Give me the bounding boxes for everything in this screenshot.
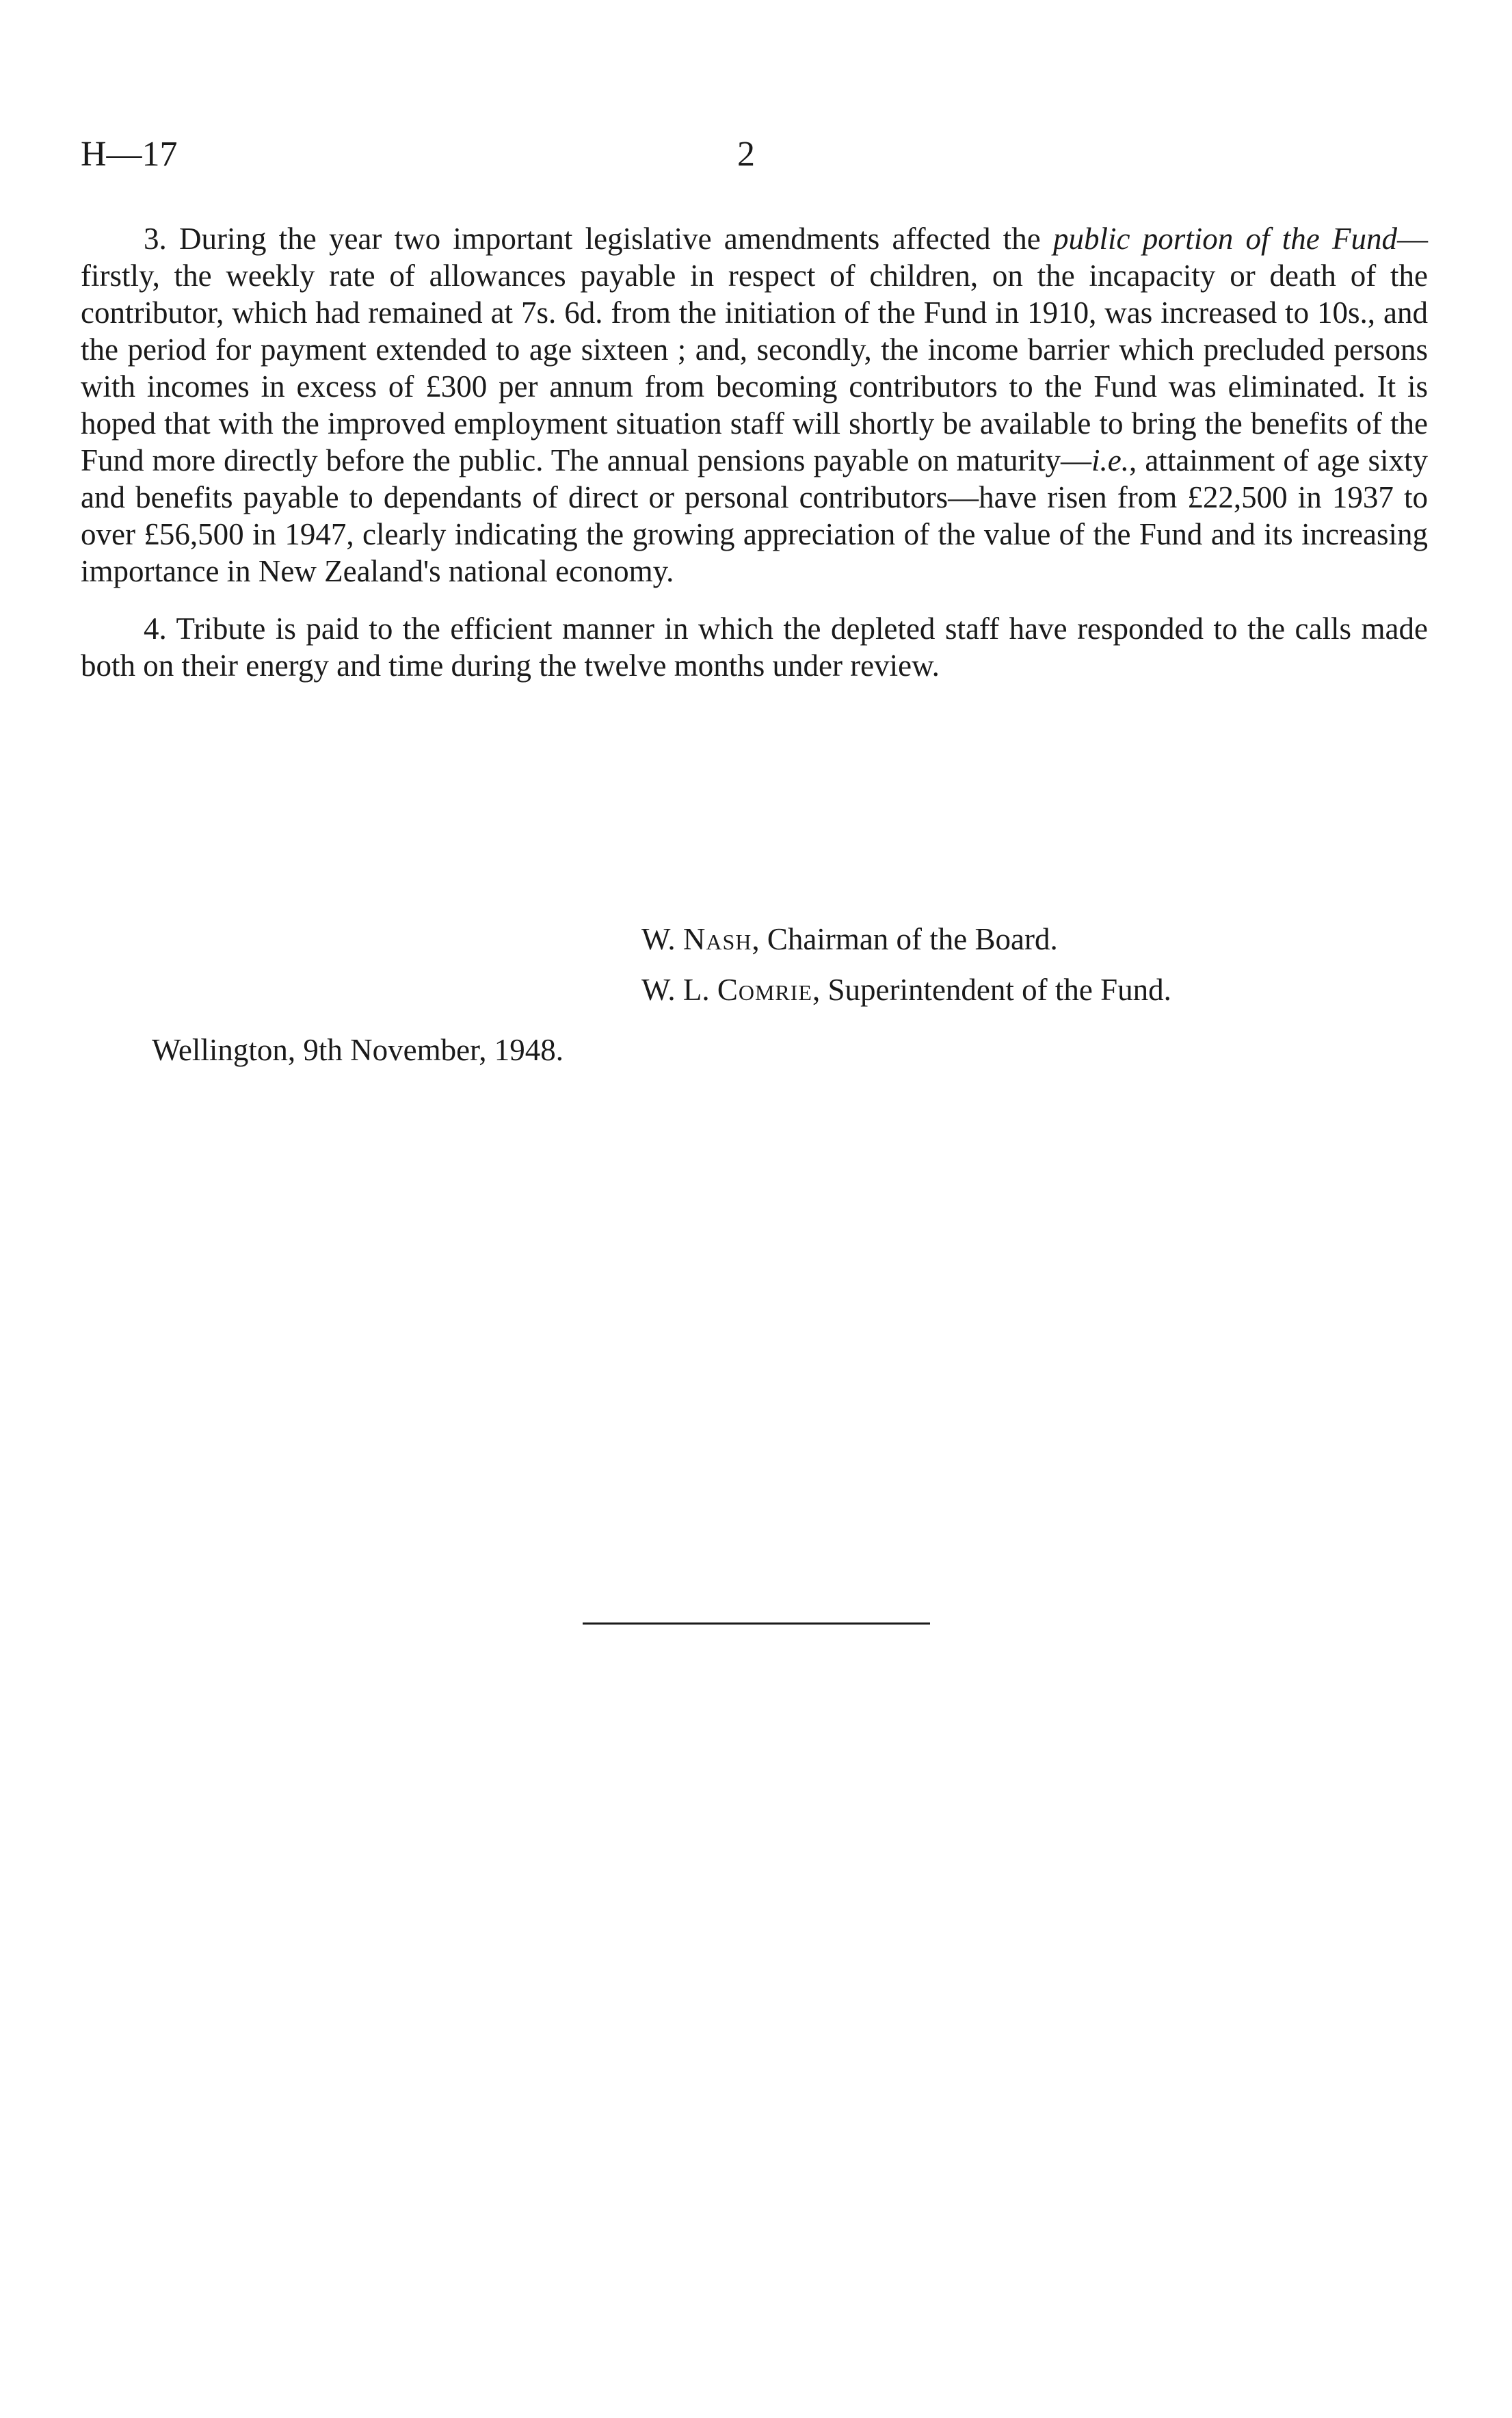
italic-phrase: public portion of the Fund	[1053, 222, 1397, 256]
signature-chairman	[641, 921, 1428, 958]
signature-superintendent	[641, 971, 1428, 1008]
closing-rule	[583, 1622, 930, 1625]
signature-initial: W. L.	[641, 973, 710, 1007]
signature-title: , Chairman of the Board.	[752, 922, 1058, 956]
document-code: H—17	[81, 135, 178, 174]
signature-title: , Superintendent of the Fund.	[812, 973, 1171, 1007]
signature-name: Nash	[682, 922, 752, 956]
paragraph-text: Tribute is paid to the efficient manner in which the depleted staff have responded to the calls made both on their energy and time during the twelve months under review.	[81, 612, 1428, 683]
italic-phrase: i.e.	[1091, 443, 1129, 477]
paragraph-text: —firstly, the weekly rate of allowances payable in respect of children, on the incapacity or death of the contributor, which had remained at 7s. 6d. from the initiation of the Fund in 1910, was increased to 10s., and the period for payment extended to age sixteen ; and, secondly, the income barrier which precluded persons with incomes in excess of £300 per annum from becoming contributors to the Fund was eliminated. It is hoped that with the improved employment situation staff will shortly be available to bring the benefits of the Fund more directly before the public. The annual pensions payable on maturity—	[81, 222, 1428, 477]
signature-initial: W.	[641, 922, 676, 956]
signature-name: Comrie	[717, 973, 812, 1007]
body-text	[81, 220, 1428, 705]
page-number: 2	[737, 135, 755, 174]
paragraph-3	[81, 220, 1428, 590]
paragraph-number: 4.	[144, 612, 167, 646]
paragraph-text: During the year two important legislative amendments affected the	[179, 222, 1041, 256]
paragraph-text: , attainment of age sixty and benefits payable to dependants of direct or personal contributors—have risen from £22,500 in 1937 to over £56,500 in 1947, clearly indicating the growing appreciation of the value of the Fund and its increasing importance in New Zealand's national economy.	[81, 443, 1428, 588]
date-line: Wellington, 9th November, 1948.	[152, 1033, 563, 1067]
paragraph-number: 3.	[144, 222, 167, 256]
paragraph-4	[81, 610, 1428, 684]
